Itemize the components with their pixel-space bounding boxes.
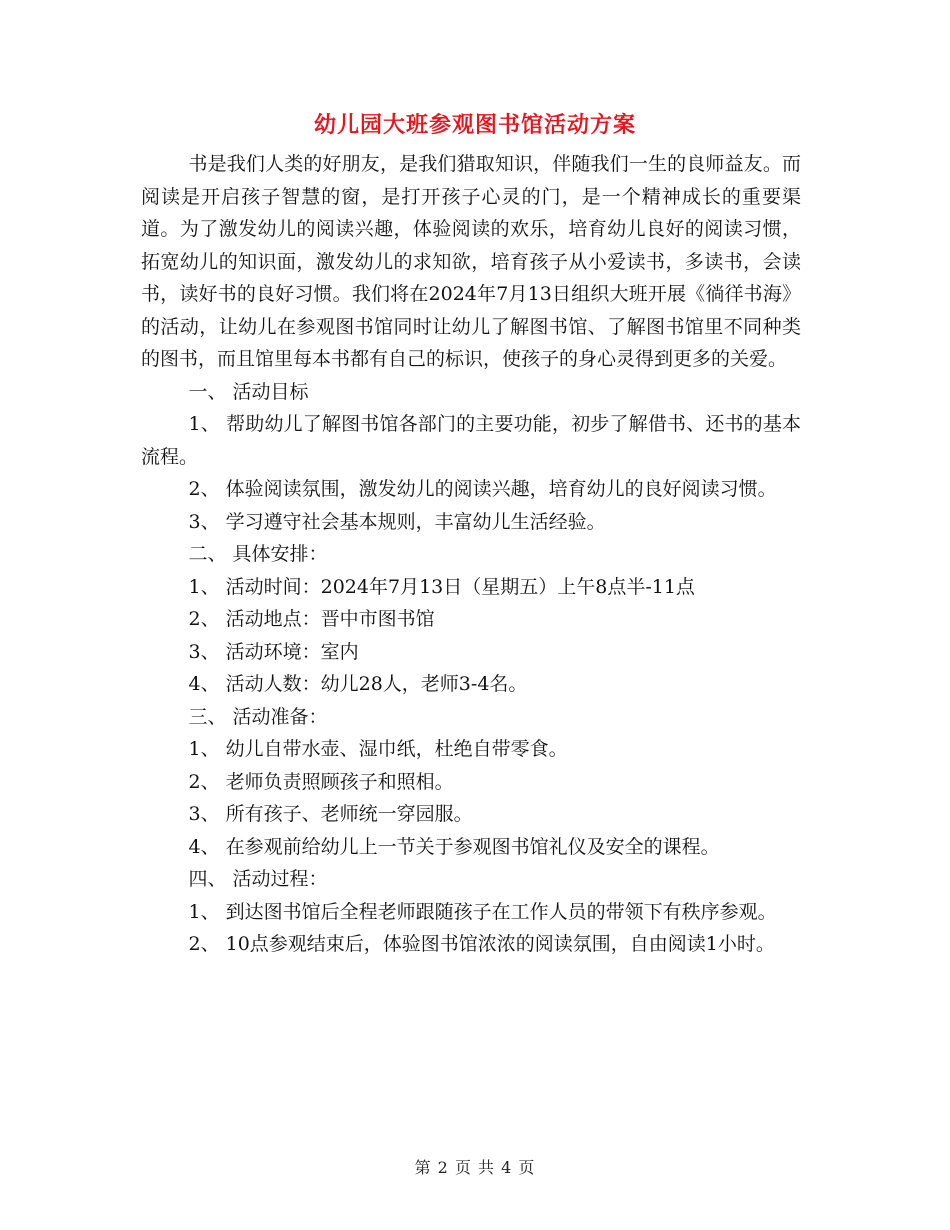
goal-item-2: 2、 体验阅读氛围，激发幼儿的阅读兴趣，培育幼儿的良好阅读习惯。	[188, 478, 777, 500]
goal-item-3: 3、 学习遵守社会基本规则，丰富幼儿生活经验。	[188, 510, 606, 533]
section-heading-goals: 一、 活动目标	[188, 380, 309, 403]
section-heading-arrangement: 二、 具体安排：	[188, 543, 328, 565]
document-body	[141, 148, 801, 961]
arrangement-item-4: 4、 活动人数：幼儿28人，老师3-4名。	[188, 673, 528, 695]
preparation-item-3: 3、 所有孩子、老师统一穿园服。	[188, 803, 473, 825]
process-item-1: 1、 到达图书馆后全程老师跟随孩子在工作人员的带领下有秩序参观。	[188, 900, 777, 923]
process-item-2: 2、 10点参观结束后，体验图书馆浓浓的阅读氛围，自由阅读1小时。	[188, 933, 775, 955]
page-number-footer: 第 2 页 共 4 页	[414, 1158, 536, 1177]
document-title: 幼儿园大班参观图书馆活动方案	[313, 112, 636, 138]
preparation-item-4: 4、 在参观前给幼儿上一节关于参观图书馆礼仪及安全的课程。	[188, 835, 720, 858]
preparation-item-1: 1、 幼儿自带水壶、湿巾纸，杜绝自带零食。	[188, 738, 568, 760]
arrangement-item-2: 2、 活动地点：晋中市图书馆	[188, 608, 435, 630]
goal-item-1: 1、 帮助幼儿了解图书馆各部门的主要功能，初步了解借书、还书的基本流程。	[141, 413, 801, 468]
section-heading-preparation: 三、 活动准备：	[188, 705, 328, 728]
section-heading-process: 四、 活动过程：	[188, 868, 328, 890]
arrangement-item-1: 1、 活动时间：2024年7月13日（星期五）上午8点半-11点	[188, 575, 695, 598]
preparation-item-2: 2、 老师负责照顾孩子和照相。	[188, 770, 454, 793]
intro-paragraph: 书是我们人类的好朋友，是我们猎取知识，伴随我们一生的良师益友。而阅读是开启孩子智慧的窗，是打开孩子心灵的门，是一个精神成长的重要渠道。为了激发幼儿的阅读兴趣，体验阅读的欢乐，培育幼儿良好的阅读习惯，拓宽幼儿的知识面，激发幼儿的求知欲，培育孩子从小爱读书，多读书，会读书，读好书的良好习惯。我们将在2024年7月13日组织大班开展《徜徉书海》的活动，让幼儿在参观图书馆同时让幼儿了解图书馆、了解图书馆里不同种类的图书，而且馆里每本书都有自己的标识，使孩子的身心灵得到更多的关爱。	[141, 153, 801, 370]
arrangement-item-3: 3、 活动环境：室内	[188, 640, 359, 663]
